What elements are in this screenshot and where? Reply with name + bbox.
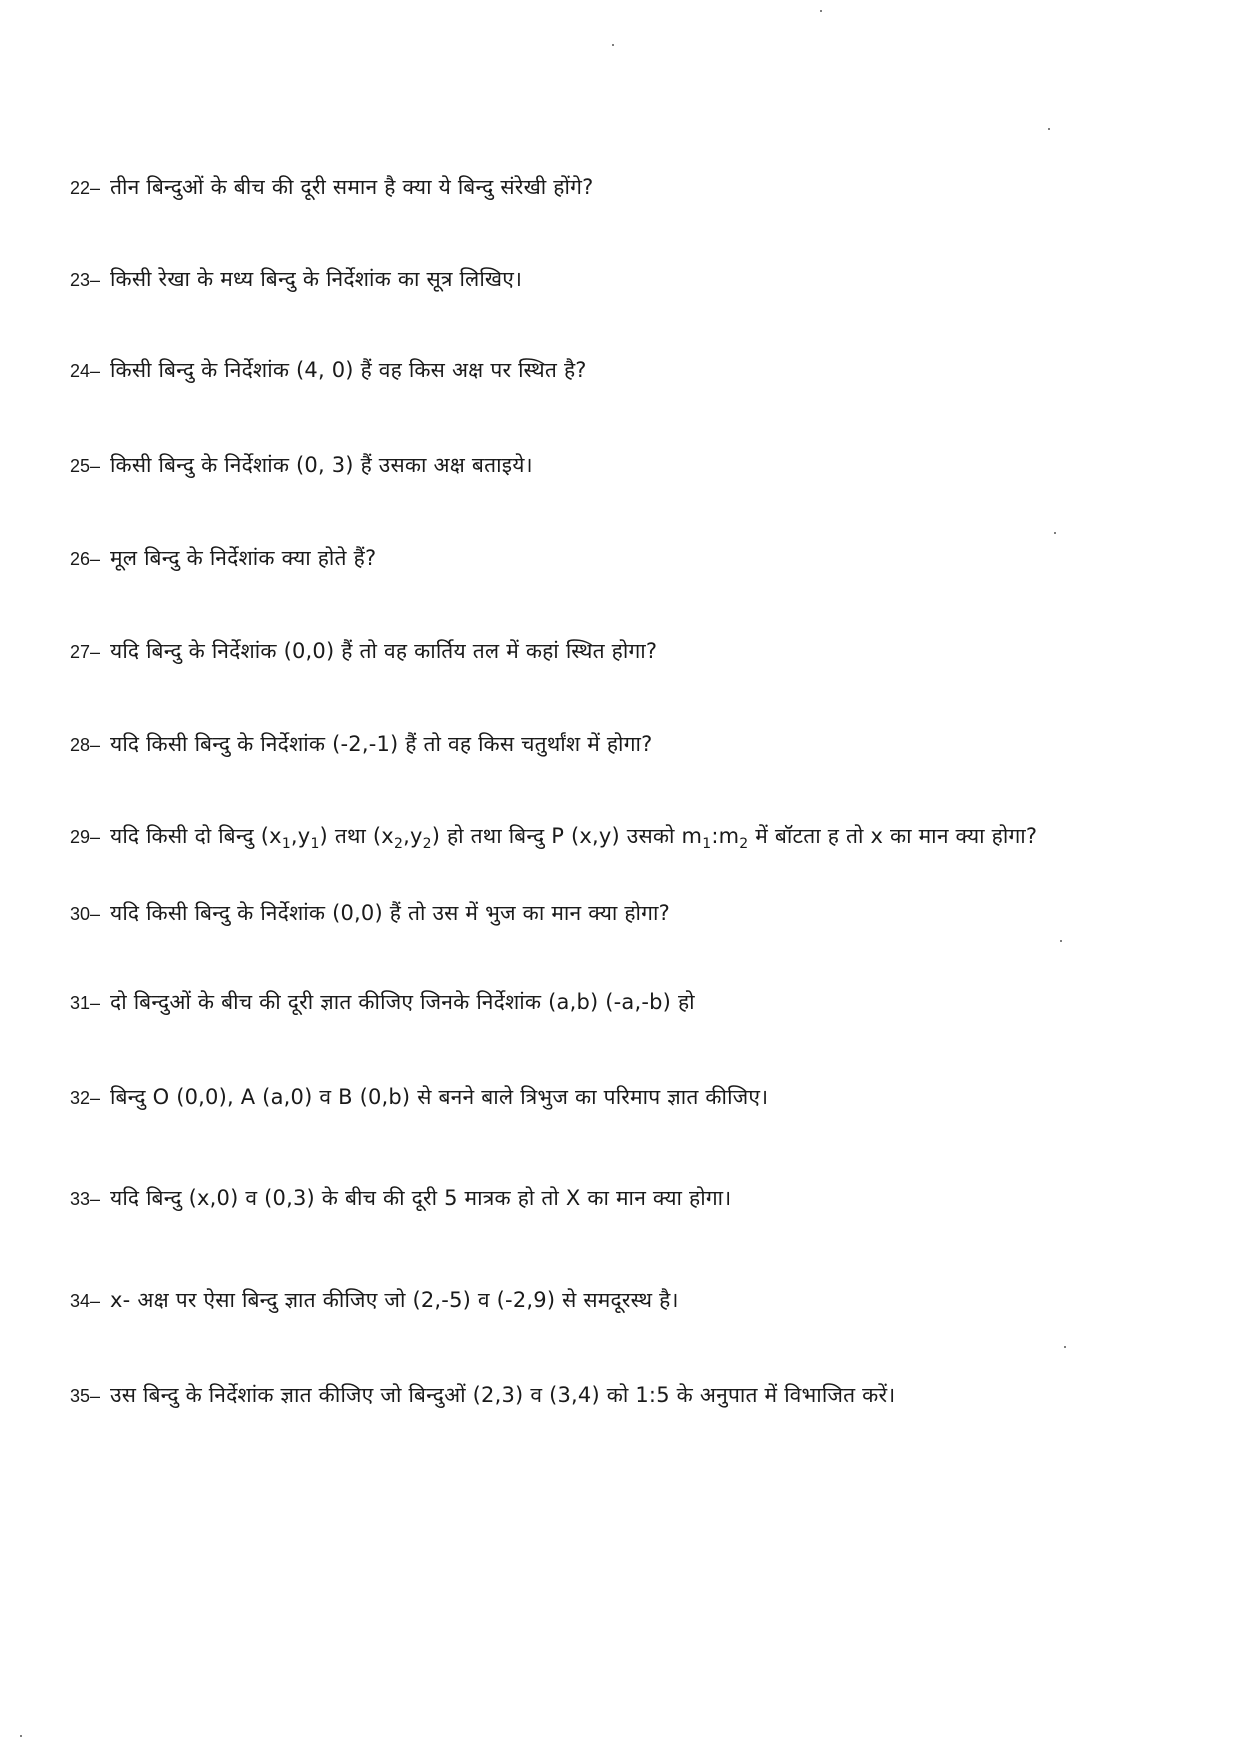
question-28 [70, 729, 1150, 760]
question-33 [70, 1183, 1150, 1214]
question-26 [70, 543, 1150, 574]
question-text: दो बिन्दुओं के बीच की दूरी ज्ञात कीजिए जिनके निर्देशांक (a,b) (-a,-b) हो [110, 990, 695, 1014]
scan-speck [1064, 1346, 1066, 1348]
question-32 [70, 1082, 1150, 1113]
question-text: x- अक्ष पर ऐसा बिन्दु ज्ञात कीजिए जो (2,-5) व (-2,9) से समदूरस्थ है। [110, 1288, 679, 1312]
question-34 [70, 1285, 1150, 1316]
question-text: यदि किसी दो बिन्दु $(x_1,y_1)$ तथा $(x_2,y_2)$ हो तथा बिन्दु P (x,y) उसको $m_1:m_2$ में बॉटता ह तो x का मान क्या होगा? [110, 824, 1038, 853]
question-number: 32– [70, 1088, 101, 1108]
scan-speck [1060, 940, 1062, 942]
question-number: 28– [70, 735, 101, 755]
question-number: 33– [70, 1189, 101, 1209]
question-text: यदि बिन्दु (x,0) व (0,3) के बीच की दूरी 5 मात्रक हो तो X का मान क्या होगा। [110, 1186, 732, 1210]
question-text: यदि किसी बिन्दु के निर्देशांक (0,0) हैं तो उस में भुज का मान क्या होगा? [110, 901, 670, 925]
scan-speck [820, 10, 822, 12]
scan-speck [612, 44, 614, 46]
question-text: बिन्दु O (0,0), A (a,0) व B (0,b) से बनने बाले त्रिभुज का परिमाप ज्ञात कीजिए। [110, 1085, 769, 1109]
question-27 [70, 636, 1150, 667]
question-number: 25– [70, 456, 101, 476]
question-25 [70, 450, 1150, 481]
question-number: 23– [70, 270, 101, 290]
scan-speck [1054, 532, 1056, 534]
question-22 [70, 172, 1150, 203]
question-31 [70, 987, 1150, 1018]
question-text: यदि बिन्दु के निर्देशांक (0,0) हैं तो वह कार्तिय तल में कहां स्थित होगा? [110, 639, 658, 663]
question-text: किसी बिन्दु के निर्देशांक (4, 0) हैं वह किस अक्ष पर स्थित है? [110, 358, 587, 382]
question-24 [70, 355, 1150, 386]
question-number: 30– [70, 904, 101, 924]
question-text: किसी रेखा के मध्य बिन्दु के निर्देशांक का सूत्र लिखिए। [110, 267, 523, 291]
question-29 [70, 820, 1195, 853]
question-text: किसी बिन्दु के निर्देशांक (0, 3) हैं उसका अक्ष बताइये। [110, 453, 533, 477]
question-number: 22– [70, 178, 101, 198]
scan-speck [1048, 128, 1050, 130]
question-number: 34– [70, 1291, 101, 1311]
question-number: 29– [70, 827, 101, 847]
scan-speck [20, 1735, 22, 1737]
question-text: यदि किसी बिन्दु के निर्देशांक (-2,-1) हैं तो वह किस चतुर्थांश में होगा? [110, 732, 653, 756]
question-number: 26– [70, 549, 101, 569]
question-number: 31– [70, 993, 101, 1013]
question-number: 24– [70, 361, 101, 381]
question-text: मूल बिन्दु के निर्देशांक क्या होते हैं? [110, 546, 377, 570]
question-number: 27– [70, 642, 101, 662]
question-23 [70, 264, 1150, 295]
question-30 [70, 898, 1150, 929]
question-text: उस बिन्दु के निर्देशांक ज्ञात कीजिए जो बिन्दुओं (2,3) व (3,4) को 1:5 के अनुपात में विभाजित करें। [110, 1383, 896, 1407]
question-35 [70, 1380, 1150, 1411]
question-text: तीन बिन्दुओं के बीच की दूरी समान है क्या ये बिन्दु संरेखी होंगे? [110, 175, 594, 199]
question-number: 35– [70, 1386, 101, 1406]
